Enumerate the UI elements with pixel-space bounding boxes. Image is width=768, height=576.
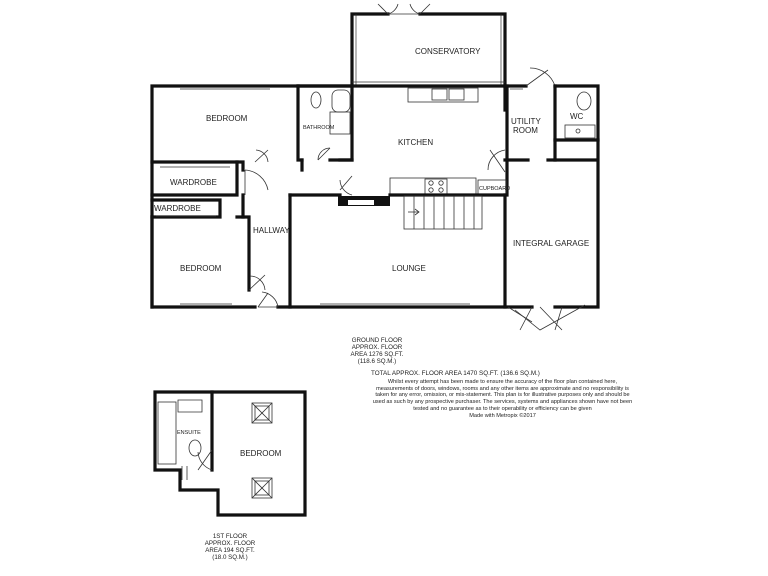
first-floor-area-line: APPROX. FLOOR bbox=[204, 540, 256, 548]
first-floor-area-line: 1ST FLOOR bbox=[212, 533, 248, 540]
first-floor-plan bbox=[155, 392, 305, 515]
label-wardrobe-2: WARDROBE bbox=[154, 204, 201, 213]
credit-text: Made with Metropix ©2017 bbox=[469, 412, 536, 419]
ground-floor-area-line: GROUND FLOOR bbox=[351, 337, 403, 344]
disclaimer-text: Whilst every attempt has been made to ensure the accuracy of the floor plan contained here, measurements of doors, windows, rooms and any other items are approximate and no responsibility is taken for any error, omission, or mis-statement. This plan is for illustrative purposes only and should be used as such by any prospective purchaser. The services, systems and appliances shown have not been tested and no guarantee as to their operability or efficiency can be given bbox=[372, 379, 633, 412]
lounge bbox=[290, 195, 505, 304]
label-ensuite: ENSUITE bbox=[177, 430, 201, 436]
total-floor-area: TOTAL APPROX. FLOOR AREA 1470 SQ.FT. (136.6 SQ.M.) bbox=[371, 370, 540, 377]
integral-garage bbox=[505, 140, 598, 330]
first-floor-area bbox=[185, 533, 275, 562]
ensuite bbox=[158, 392, 212, 480]
label-lounge: LOUNGE bbox=[392, 264, 426, 273]
bathroom bbox=[298, 86, 352, 160]
label-wc: WC bbox=[570, 112, 584, 121]
disclaimer bbox=[370, 379, 635, 419]
ground-floor-area-line: (118.6 SQ.M.) bbox=[357, 358, 397, 366]
label-kitchen: KITCHEN bbox=[398, 138, 434, 147]
label-hallway: HALLWAY bbox=[253, 226, 290, 235]
label-bathroom: BATHROOM bbox=[303, 125, 335, 131]
bedroom-2 bbox=[152, 217, 265, 307]
label-conservatory: CONSERVATORY bbox=[415, 47, 481, 56]
label-integral-garage: INTEGRAL GARAGE bbox=[513, 239, 590, 248]
label-bedroom-1: BEDROOM bbox=[206, 114, 248, 123]
label-cupboard: CUPBOARD bbox=[479, 186, 511, 192]
first-floor-area-line: AREA 194 SQ.FT. bbox=[205, 547, 255, 555]
ground-floor-area-line: APPROX. FLOOR bbox=[351, 344, 403, 352]
ground-floor-plan bbox=[152, 4, 598, 330]
bedroom-1 bbox=[152, 86, 302, 170]
label-first-floor-bedroom: BEDROOM bbox=[240, 449, 282, 458]
label-utility-room-1: UTILITY bbox=[511, 117, 541, 126]
first-floor-area-line: (18.0 SQ.M.) bbox=[212, 554, 248, 562]
ground-floor-area bbox=[332, 337, 422, 366]
label-bedroom-2: BEDROOM bbox=[180, 264, 222, 273]
ground-floor-area-line: AREA 1276 SQ.FT. bbox=[350, 351, 404, 359]
staircase bbox=[404, 196, 482, 229]
conservatory bbox=[352, 4, 505, 86]
label-wardrobe-1: WARDROBE bbox=[170, 178, 217, 187]
label-utility-room-2: ROOM bbox=[513, 126, 538, 135]
